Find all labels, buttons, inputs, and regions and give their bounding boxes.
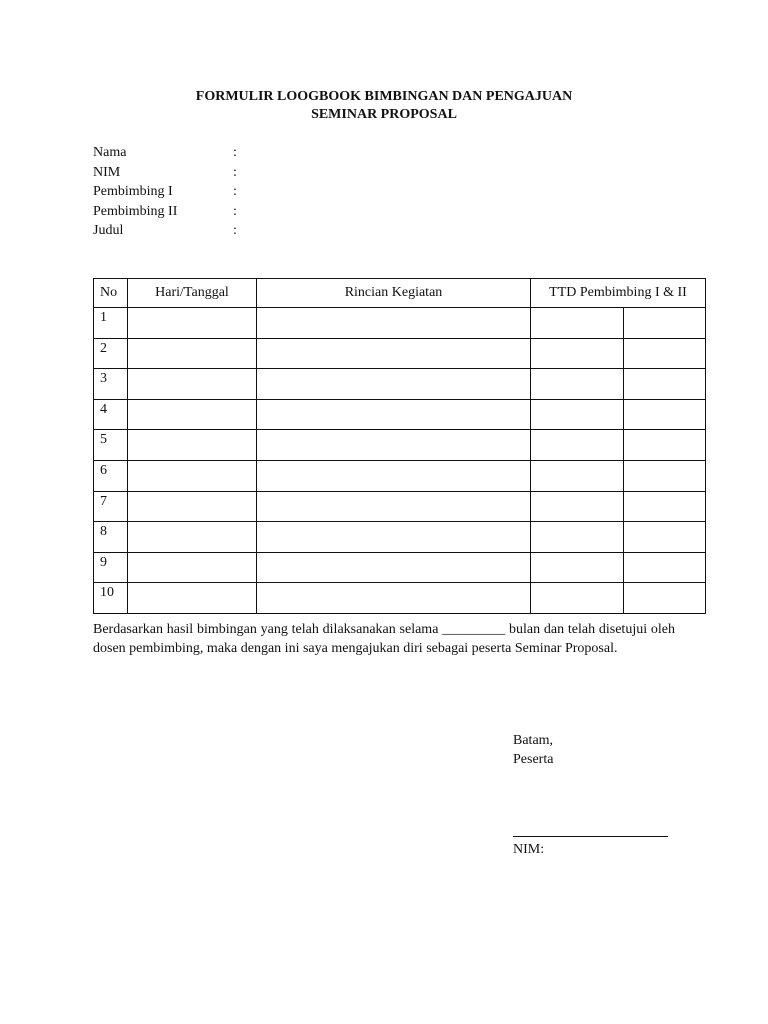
field-colon: : (233, 203, 237, 219)
activity-cell (257, 552, 531, 583)
date-cell (128, 430, 257, 461)
signature-city: Batam, (513, 733, 554, 748)
table-row (94, 583, 706, 614)
activity-cell (257, 522, 531, 553)
signature-2-cell (624, 399, 706, 430)
signature-1-cell (531, 583, 624, 614)
signature-2-cell (624, 491, 706, 522)
row-number: 8 (94, 522, 128, 553)
activity-cell (257, 338, 531, 369)
table-row (94, 491, 706, 522)
table-header-row (94, 279, 706, 308)
date-cell (128, 338, 257, 369)
row-number: 2 (94, 338, 128, 369)
field-colon: : (233, 184, 237, 199)
date-cell (128, 399, 257, 430)
row-number: 9 (94, 552, 128, 583)
activity-cell (257, 583, 531, 614)
row-number: 4 (94, 399, 128, 430)
signature-2-cell (624, 522, 706, 553)
field-judul (93, 221, 243, 241)
table-row (94, 369, 706, 400)
field-nama (93, 143, 243, 163)
date-cell (128, 369, 257, 400)
signature-line (513, 836, 668, 837)
signature-1-cell (531, 308, 624, 339)
field-colon: : (233, 223, 237, 238)
row-number: 7 (94, 491, 128, 522)
field-label: Nama (93, 145, 127, 160)
identity-fields (93, 143, 243, 241)
signature-1-cell (531, 552, 624, 583)
table-row (94, 338, 706, 369)
row-number: 1 (94, 308, 128, 339)
field-colon: : (233, 145, 237, 160)
row-number: 3 (94, 369, 128, 400)
date-cell (128, 583, 257, 614)
signature-1-cell (531, 491, 624, 522)
table-row (94, 460, 706, 491)
table-row (94, 552, 706, 583)
form-title-line-2: SEMINAR PROPOSAL (311, 107, 457, 122)
field-label: NIM (93, 164, 121, 180)
signature-1-cell (531, 522, 624, 553)
header-signature: TTD Pembimbing I & II (531, 279, 706, 308)
field-label: Pembimbing II (93, 203, 178, 219)
activity-cell (257, 308, 531, 339)
header-date: Hari/Tanggal (128, 279, 257, 308)
signature-2-cell (624, 369, 706, 400)
field-colon: : (233, 164, 237, 180)
field-nim (93, 163, 243, 183)
field-pembimbing-1 (93, 182, 243, 202)
activity-cell (257, 460, 531, 491)
signature-role: Peserta (513, 752, 554, 767)
signature-1-cell (531, 338, 624, 369)
activity-cell (257, 491, 531, 522)
field-pembimbing-2 (93, 202, 243, 222)
table-row (94, 308, 706, 339)
signature-2-cell (624, 430, 706, 461)
table-row (94, 430, 706, 461)
date-cell (128, 308, 257, 339)
header-no: No (94, 279, 128, 308)
activity-cell (257, 369, 531, 400)
date-cell (128, 552, 257, 583)
signature-2-cell (624, 460, 706, 491)
field-label: Judul (93, 223, 124, 238)
signature-1-cell (531, 399, 624, 430)
row-number: 6 (94, 460, 128, 491)
signature-1-cell (531, 430, 624, 461)
signature-1-cell (531, 369, 624, 400)
signature-nim: NIM: (513, 842, 545, 857)
header-activity: Rincian Kegiatan (257, 279, 531, 308)
table-row (94, 522, 706, 553)
signature-2-cell (624, 552, 706, 583)
statement-paragraph: Berdasarkan hasil bimbingan yang telah dilaksanakan selama _________ bulan dan telah disetujui oleh dosen pembimbing, maka dengan ini saya mengajukan diri sebagai peserta Seminar Proposal. (93, 622, 675, 656)
row-number: 10 (94, 583, 128, 614)
date-cell (128, 491, 257, 522)
date-cell (128, 522, 257, 553)
activity-cell (257, 399, 531, 430)
activity-cell (257, 430, 531, 461)
signature-2-cell (624, 308, 706, 339)
signature-2-cell (624, 583, 706, 614)
form-title-line-1: FORMULIR LOOGBOOK BIMBINGAN DAN PENGAJUAN (195, 89, 573, 104)
signature-1-cell (531, 460, 624, 491)
row-number: 5 (94, 430, 128, 461)
date-cell (128, 460, 257, 491)
field-label: Pembimbing I (93, 184, 173, 199)
logbook-table (93, 278, 706, 614)
signature-2-cell (624, 338, 706, 369)
table-row (94, 399, 706, 430)
